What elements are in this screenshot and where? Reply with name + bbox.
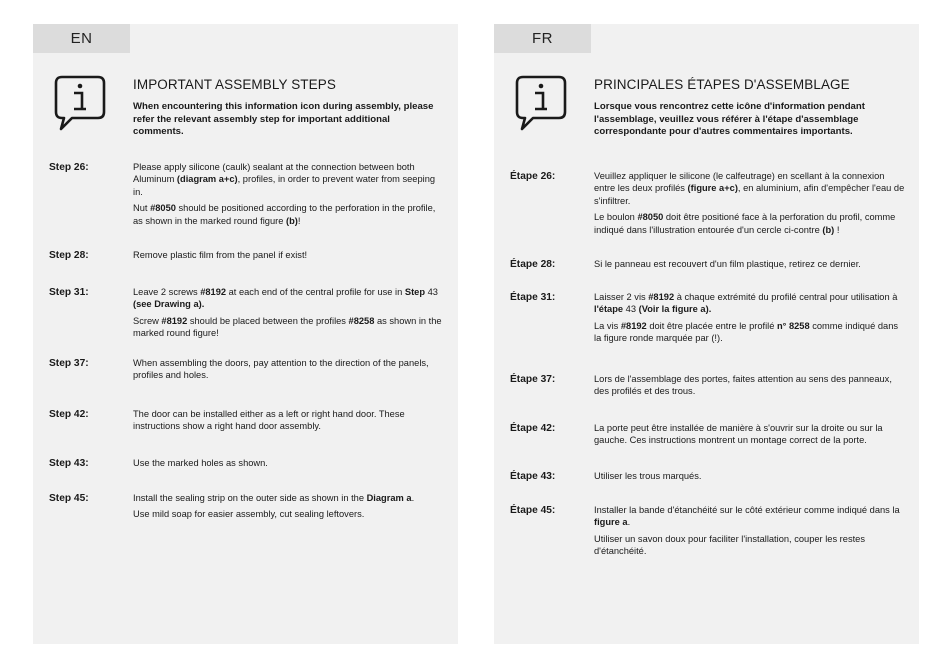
page-fr [494,24,919,644]
bold-ref: l'étape [594,304,624,315]
language-tab-en: EN [33,24,130,53]
step-label: Étape 42: [510,423,556,434]
bold-ref: (figure a+c) [687,183,738,194]
step-label: Étape 31: [510,292,556,303]
bold-ref: n° 8258 [776,320,810,331]
intro-text: Lorsque vous rencontrez cette icône d'information pendant l'assemblage, veuillez vous référer à l'étape d'assemblage correspondante pour d'autres commentaires importants. [594,101,865,138]
step-label: Step 42: [49,409,89,420]
step-paragraph: Remove plastic film from the panel if exist! [133,250,308,260]
step-label: Step 37: [49,358,89,369]
step-text [594,422,906,451]
step-label: Step 43: [49,458,89,469]
step-text [594,258,906,274]
bold-ref: #8192 [620,320,647,331]
step-paragraph: Screw #8192 should be placed between the profiles #8258 as shown in the marked round figure! [133,315,442,339]
page-title: IMPORTANT ASSEMBLY STEPS [133,77,336,92]
step-text [133,161,445,231]
bold-ref: figure a [594,517,628,528]
step-label: Step 28: [49,250,89,261]
step-paragraph: Utiliser un savon doux pour faciliter l'installation, couper les restes d'étanchéité. [594,533,865,557]
step-paragraph: Installer la bande d'étanchéité sur le côté extérieur comme indiqué dans la figure a. [594,505,900,528]
step-text [133,286,445,344]
bold-ref: (see Drawing a). [133,299,205,310]
step-paragraph: La vis #8192 doit être placée entre le profilé n° 8258 comme indiqué dans la figure ronde marquée par (!). [594,320,899,344]
bold-ref: (b) [285,215,298,226]
step-text [133,492,445,525]
step-label: Step 45: [49,493,89,504]
step-label: Étape 45: [510,505,556,516]
bold-ref: #8050 [150,203,176,214]
step-text [594,373,906,402]
step-label: Step 26: [49,162,89,173]
step-paragraph: La porte peut être installée de manière à s'ouvrir sur la droite ou sur la gauche. Ces instructions montrent un montage correct de la porte. [594,423,883,446]
bold-ref: (Voir la figure a). [638,304,712,315]
step-paragraph: Use mild soap for easier assembly, cut sealing leftovers. [133,509,365,520]
step-label: Étape 37: [510,374,556,385]
bold-ref: #8050 [637,212,664,223]
bold-ref: (diagram a+c) [176,174,238,185]
step-paragraph: Si le panneau est recouvert d'un film plastique, retirez ce dernier. [594,259,861,269]
step-text [133,457,445,473]
info-header [133,77,443,139]
bold-ref: #8192 [648,292,675,302]
bold-ref: (b) [822,224,835,235]
step-text [133,357,445,386]
info-icon [514,74,568,136]
step-paragraph: Use the marked holes as shown. [133,458,268,468]
step-label: Step 31: [49,287,89,298]
step-text [594,470,906,486]
bold-ref: #8258 [348,315,375,326]
page-title: PRINCIPALES ÉTAPES D'ASSEMBLAGE [594,77,850,92]
step-paragraph: Please apply silicone (caulk) sealant at the connection between both Aluminum (diagram a+c), profiles, in order to prevent water from seeping in. [133,162,436,197]
step-paragraph: Laisser 2 vis #8192 à chaque extrémité du profilé central pour utilisation à l'étape 43 (Voir la figure a). [594,292,898,315]
step-paragraph: Nut #8050 should be positioned according to the perforation in the profile, as shown in the marked round figure (b)! [133,203,436,226]
step-text [133,249,445,265]
step-text [133,408,445,437]
step-paragraph: Install the sealing strip on the outer side as shown in the Diagram a. [133,493,415,503]
language-tab-fr: FR [494,24,591,53]
step-paragraph: The door can be installed either as a left or right hand door. These instructions show a right hand door assembly. [133,409,405,432]
step-label: Étape 26: [510,171,556,182]
step-paragraph: Le boulon #8050 doit être positioné face à la perforation du profil, comme indiqué dans l'illustration entourée d'un cercle ci-contre (b) ! [594,212,896,235]
page-en [33,24,458,644]
step-paragraph: When assembling the doors, pay attention to the direction of the panels, profiles and holes. [133,358,429,381]
step-paragraph: Veuillez appliquer le silicone (le calfeutrage) en scellant à la connexion entre les deux profilés (figure a+c), en aluminium, afin d'empêcher l'eau de s'infiltrer. [594,171,905,206]
info-icon [53,74,107,136]
step-text [594,291,906,349]
step-label: Étape 28: [510,259,556,270]
bold-ref: Step [404,287,426,297]
bold-ref: #8192 [200,287,227,297]
step-paragraph: Leave 2 screws #8192 at each end of the central profile for use in Step 43 (see Drawing a). [133,287,438,310]
step-text [594,170,906,240]
step-paragraph: Utiliser les trous marqués. [594,471,702,481]
step-label: Étape 43: [510,471,556,482]
bold-ref: #8192 [161,315,188,326]
bold-ref: Diagram a [366,493,412,503]
intro-text: When encountering this information icon during assembly, please refer the relevant assembly step for important additional comments. [133,101,434,138]
step-paragraph: Lors de l'assemblage des portes, faites attention au sens des panneaux, des profilés et des trous. [594,374,892,397]
step-text [594,504,906,562]
info-header [594,77,904,139]
